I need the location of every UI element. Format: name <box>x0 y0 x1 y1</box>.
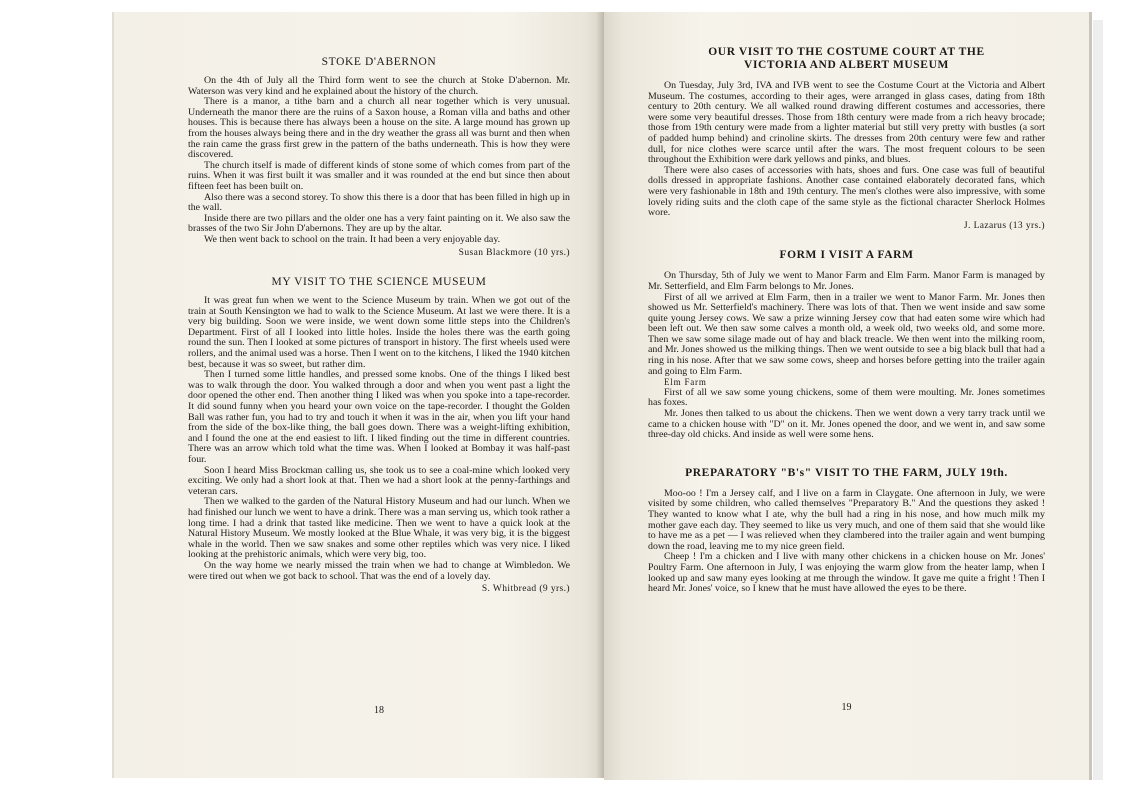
article-science-museum <box>188 276 570 595</box>
page-number: 18 <box>374 705 384 716</box>
paragraph: On the 4th of July all the Third form went to see the church at Stoke D'abernon. Mr. Waterson was very kind and he explained about the history of the church. <box>188 75 570 97</box>
paragraph: First of all we arrived at Elm Farm, then in a trailer we went to Manor Farm. Mr. Jones then showed us Mr. Setterfield's machinery. There was lots of that. Then we went inside and saw some quite young Jersey cows. We saw a prize winning Jersey cow that had eaten some wire which had been left out. We then saw some calves a month old, a week old, two weeks old, and some more. Then we saw some silage made out of hay and black treacle. We then went into the milking room, and Mr. Jones showed us the milking things. Then we went outside to see a big black bull that had a ring in his nose. After that we saw some cows, sheep and horses before getting into the trailer again and going to Elm Farm. <box>648 291 1045 377</box>
paragraph: Cheep ! I'm a chicken and I live with many other chickens in a chicken house on Mr. Jones' Poultry Farm. One afternoon in July, I was enjoying the warm glow from the heater lamp, when I looked up and saw many eyes looking at me through the window. It gave me quite a fright ! Then I heard Mr. Jones' voice, so I knew that he must have allowed the eyes to be there. <box>648 551 1045 595</box>
paragraph: There were also cases of accessories with hats, shoes and furs. One case was full of beautiful dolls dressed in appropriate fashions. Another case contained elaborately decorated fans, which were very fashionable in 18th and 19th century. The men's clothes were also impressive, with some lovely riding suits and the cloth cape of the same style as the fictional character Sherlock Holmes wore. <box>648 164 1045 219</box>
paragraph: There is a manor, a tithe barn and a church all near together which is very unusual. Underneath the manor there are the ruins of a Saxon house, a Roman villa and baths and other houses. This is because there has always been a house on the site. A large mound has grown up from the houses always being there and in the dry weather the grass all was burnt and then when the rain came the grass first grew in the pattern of the baths underneath. This is how they were discovered. <box>188 96 570 161</box>
article-title-line1: OUR VISIT TO THE COSTUME COURT AT THE <box>708 46 985 58</box>
paragraph: Also there was a second storey. To show this there is a door that has been filled in high up in the wall. <box>188 191 570 214</box>
right-page <box>604 12 1092 780</box>
subheading: Elm Farm <box>664 377 707 388</box>
article-title-line2: VICTORIA AND ALBERT MUSEUM <box>744 59 949 71</box>
paragraph: First of all we saw some young chickens, some of them were moulting. Mr. Jones sometimes has foxes. <box>648 386 1045 409</box>
article-title <box>648 46 1045 72</box>
paragraph: Inside there are two pillars and the older one has a very faint painting on it. We also saw the brasses of the two Sir John D'abernons. They are up by the altar. <box>188 212 570 235</box>
article-form-i-farm <box>648 249 1045 441</box>
author-signature: S. Whitbread (9 yrs.) <box>481 584 570 595</box>
author-signature: Susan Blackmore (10 yrs.) <box>458 247 570 258</box>
page-edge-shadow <box>1093 20 1103 780</box>
article-title: MY VISIT TO THE SCIENCE MUSEUM <box>271 276 487 289</box>
article-title: STOKE D'ABERNON <box>321 56 437 68</box>
article-title: FORM I VISIT A FARM <box>779 249 914 262</box>
author-signature: J. Lazarus (13 yrs.) <box>963 220 1045 231</box>
article-preparatory-b <box>648 467 1045 595</box>
paragraph: On the way home we nearly missed the train when we had to change at Wimbledon. We were tired out when we got back to school. That was the end of a lovely day. <box>188 559 570 582</box>
paragraph: On Tuesday, July 3rd, IVA and IVB went to see the Costume Court at the Victoria and Albert Museum. The costumes, according to their ages, were arranged in glass cases, dating from 18th century to 20th century. We all walked round drawing different costumes and accessories, there were some very beautiful dresses. Those from 18th century were made from a rich heavy brocade; those from 19th century were made from a lighter material but still very pretty with bustles (a sort of padded hump behind) and crinoline skirts. The dresses from 20th century were few and rather dull, for nice clothes were scarce until after the wars. The most frequent colours to be seen throughout the Exhibition were dark yellows and pinks, and blues. <box>648 80 1045 166</box>
article-stoke-dabernon <box>188 56 570 258</box>
paragraph: We then went back to school on the train. It had been a very enjoyable day. <box>204 233 501 245</box>
paragraph: The church itself is made of different kinds of stone some of which comes from part of the ruins. When it was first built it was smaller and it was rounded at the end but since then about fifteen feet has been built on. <box>188 159 570 192</box>
paragraph: Soon I heard Miss Brockman calling us, she took us to see a coal-mine which looked very exciting. We only had a short look at that. Then we had a short look at the penny-farthings and veteran cars. <box>188 464 570 497</box>
article-title: PREPARATORY "B's" VISIT TO THE FARM, JULY 19th. <box>685 466 1008 479</box>
page-number: 19 <box>841 702 852 713</box>
left-page <box>112 12 604 778</box>
paragraph: It was great fun when we went to the Science Museum by train. When we got out of the train at South Kensington we had to walk to the Science Museum. At last we were there. It is a very big building. Soon we were inside, we went down some little steps into the Children's Department. First of all I looked into little holes. Inside the holes there was the earth going round the sun. Then I looked at some pictures of transport in history. The first wheels used were rollers, and the animal used was a horse. Then I went on to the kitchens, I liked the 1940 kitchen best, because it was so sweet, but rather dim. <box>188 295 570 370</box>
paragraph: Then we walked to the garden of the Natural History Museum and had our lunch. When we had finished our lunch we went to have a drink. There was a man serving us, which took rather a long time. I had a drink that tasted like medicine. Then we went to have a quick look at the Natural History Museum. We mostly looked at the Blue Whale, it was very big, it is the biggest whale in the world. Then we saw snakes and some other reptiles which was very nice. I liked looking at the prehistoric animals, which were very big, too. <box>188 496 570 561</box>
paragraph: On Thursday, 5th of July we went to Manor Farm and Elm Farm. Manor Farm is managed by Mr. Setterfield, and Elm Farm belongs to Mr. Jones. <box>648 270 1045 292</box>
paragraph: Mr. Jones then talked to us about the chickens. Then we went down a very tarry track until we came to a chicken house with "D" on it. Mr. Jones opened the door, and we went in, and saw some three-day old chicks. And inside as well were some hens. <box>648 408 1045 441</box>
paragraph: Then I turned some little handles, and pressed some knobs. One of the things I liked best was to walk through the door. You walked through a door and when you went past a light the door opened the other end. Then another thing I liked was when you spoke into a tape-recorder. It did sound funny when you heard your own voice on the tape-recorder. I thought the Golden Ball was rather fun, you had to try and touch it when it was in the air, when you lift your hand from the side of the box-like thing, the ball goes down. There was a weight-lifting exhibition, and I found the one at the end easiest to lift. I liked finding out the time in different countries. There was an arrow which told what the time was. When I looked at Bombay it was half-past four. <box>188 369 570 465</box>
paragraph: Moo-oo ! I'm a Jersey calf, and I live on a farm in Claygate. One afternoon in July, we were visited by some children, who called themselves "Preparatory B." And the questions they asked ! They wanted to know what I ate, why the bull had a ring in his nose, and how much milk my mother gave each day. They seemed to like us very much, and one of them said that she would like to have me as a pet — I was relieved when they clambered into the trailer again and went bumping down the road, leaving me to my nice green field. <box>648 487 1045 552</box>
article-costume-court <box>648 46 1045 231</box>
